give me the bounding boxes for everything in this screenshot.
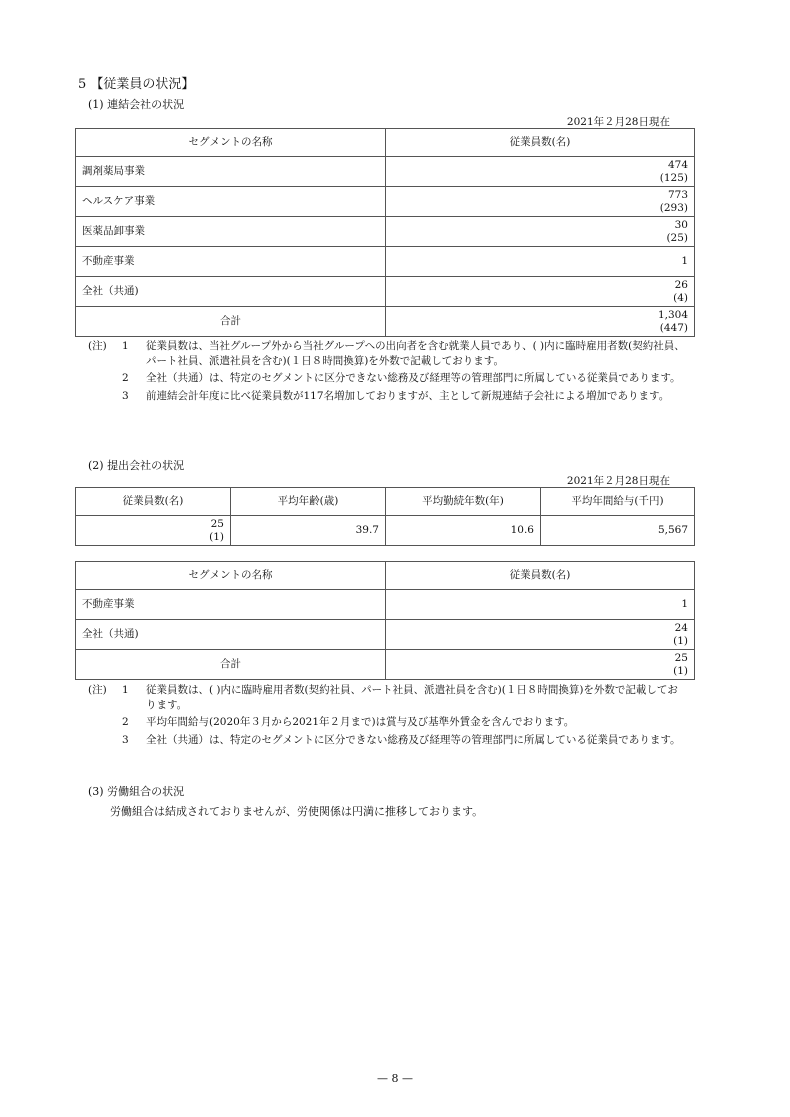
table-total-row [76, 307, 695, 337]
table-row [76, 217, 695, 247]
row-label: ヘルスケア事業 [76, 187, 386, 217]
value-main: 1,304 [657, 308, 688, 321]
table-header-row [76, 129, 695, 157]
note-number: 1 [122, 340, 129, 352]
note-item [88, 339, 688, 369]
row-label: 不動産事業 [76, 590, 386, 620]
value-main: 26 [674, 278, 688, 291]
section-title: 5 【従業員の状況】 [78, 77, 195, 92]
row-value [386, 157, 695, 187]
note-text: 従業員数は、( )内に臨時雇用者数(契約社員、パート社員、派遣社員を含む)(１日８時間換算)を外数で記載しております。 [146, 684, 678, 712]
consolidated-table [75, 128, 695, 337]
col-header-avg-age: 平均年齢(歳) [231, 488, 386, 516]
total-value [386, 307, 695, 337]
table-row [76, 620, 695, 650]
row-value [386, 187, 695, 217]
col-header-employees: 従業員数(名) [386, 129, 695, 157]
value-temp: (447) [659, 321, 688, 334]
row-value [386, 217, 695, 247]
value-main: 24 [674, 621, 688, 634]
note-item [88, 683, 688, 713]
value-main: 474 [667, 158, 688, 171]
table-header-row [76, 562, 695, 590]
col-header-employees: 従業員数(名) [76, 488, 231, 516]
row-value [386, 247, 695, 277]
row-label: 不動産事業 [76, 247, 386, 277]
row-value [386, 277, 695, 307]
value-main: 773 [667, 188, 688, 201]
page-number: — 8 — [377, 1072, 413, 1085]
note-text: 全社（共通）は、特定のセグメントに区分できない総務及び経理等の管理部門に所属している従業員であります。 [146, 733, 681, 746]
note-text: 前連結会計年度に比べ従業員数が117名増加しておりますが、主として新規連結子会社による増加であります。 [146, 389, 670, 402]
col-header-avg-tenure: 平均勤続年数(年) [386, 488, 541, 516]
total-value [386, 650, 695, 680]
consolidated-heading: (1) 連結会社の状況 [88, 98, 185, 111]
value-temp: (4) [673, 291, 688, 304]
consolidated-notes [88, 339, 688, 406]
row-label: 医薬品卸事業 [76, 217, 386, 247]
row-value [386, 590, 695, 620]
value-main: 1 [681, 255, 688, 268]
note-item [88, 715, 688, 730]
table-row [76, 590, 695, 620]
note-number: 3 [122, 389, 129, 402]
note-text: 平均年間給与(2020年３月から2021年２月まで)は賞与及び基準外賃金を含んでおります。 [146, 716, 575, 729]
note-text: 従業員数は、当社グループ外から当社グループへの出向者を含む就業人員であり、( )内に臨時雇用者数(契約社員、パート社員、派遣社員を含む)(１日８時間換算)を外数で記載しております。 [146, 340, 685, 368]
note-item [88, 389, 688, 404]
parent-segment-table [75, 561, 695, 680]
total-label: 合計 [76, 650, 386, 680]
row-label: 全社（共通) [76, 277, 386, 307]
value-temp: (125) [659, 171, 688, 184]
employees-cell [76, 516, 231, 546]
value-temp: (1) [673, 634, 688, 647]
value-main: 25 [674, 651, 688, 664]
note-tag: (注) [88, 340, 107, 352]
table-total-row [76, 650, 695, 680]
avg-age-cell: 39.7 [231, 516, 386, 546]
note-tag: (注) [88, 684, 107, 696]
union-heading: (3) 労働組合の状況 [88, 785, 185, 798]
value-main: 30 [674, 218, 688, 231]
union-text: 労働組合は結成されておりませんが、労使関係は円満に推移しております。 [110, 805, 484, 818]
table-row [76, 187, 695, 217]
parent-notes [88, 683, 688, 750]
row-label: 全社（共通) [76, 620, 386, 650]
table-header-row [76, 488, 695, 516]
value-temp: (1) [673, 664, 688, 677]
parent-summary-table [75, 487, 695, 546]
parent-heading: (2) 提出会社の状況 [88, 459, 185, 472]
total-label: 合計 [76, 307, 386, 337]
note-number: 1 [122, 684, 129, 696]
value-temp: (1) [209, 530, 224, 543]
value-main: 1 [681, 598, 688, 611]
note-item [88, 733, 688, 748]
col-header-avg-salary: 平均年間給与(千円) [541, 488, 695, 516]
note-text: 全社（共通）は、特定のセグメントに区分できない総務及び経理等の管理部門に所属している従業員であります。 [146, 372, 681, 385]
col-header-segment: セグメントの名称 [76, 129, 386, 157]
row-value [386, 620, 695, 650]
table-row [76, 247, 695, 277]
value-temp: (293) [659, 201, 688, 214]
note-number: 2 [122, 716, 129, 729]
col-header-segment: セグメントの名称 [76, 562, 386, 590]
avg-salary-cell: 5,567 [541, 516, 695, 546]
note-number: 3 [122, 733, 129, 746]
row-label: 調剤薬局事業 [76, 157, 386, 187]
avg-tenure-cell: 10.6 [386, 516, 541, 546]
note-item [88, 371, 688, 386]
value-temp: (25) [666, 231, 688, 244]
table-row [76, 157, 695, 187]
table-row [76, 516, 695, 546]
table-row [76, 277, 695, 307]
note-number: 2 [122, 372, 129, 385]
parent-as-of: 2021年２月28日現在 [566, 475, 670, 487]
col-header-employees: 従業員数(名) [386, 562, 695, 590]
consolidated-as-of: 2021年２月28日現在 [566, 116, 670, 128]
value-main: 25 [210, 517, 224, 530]
